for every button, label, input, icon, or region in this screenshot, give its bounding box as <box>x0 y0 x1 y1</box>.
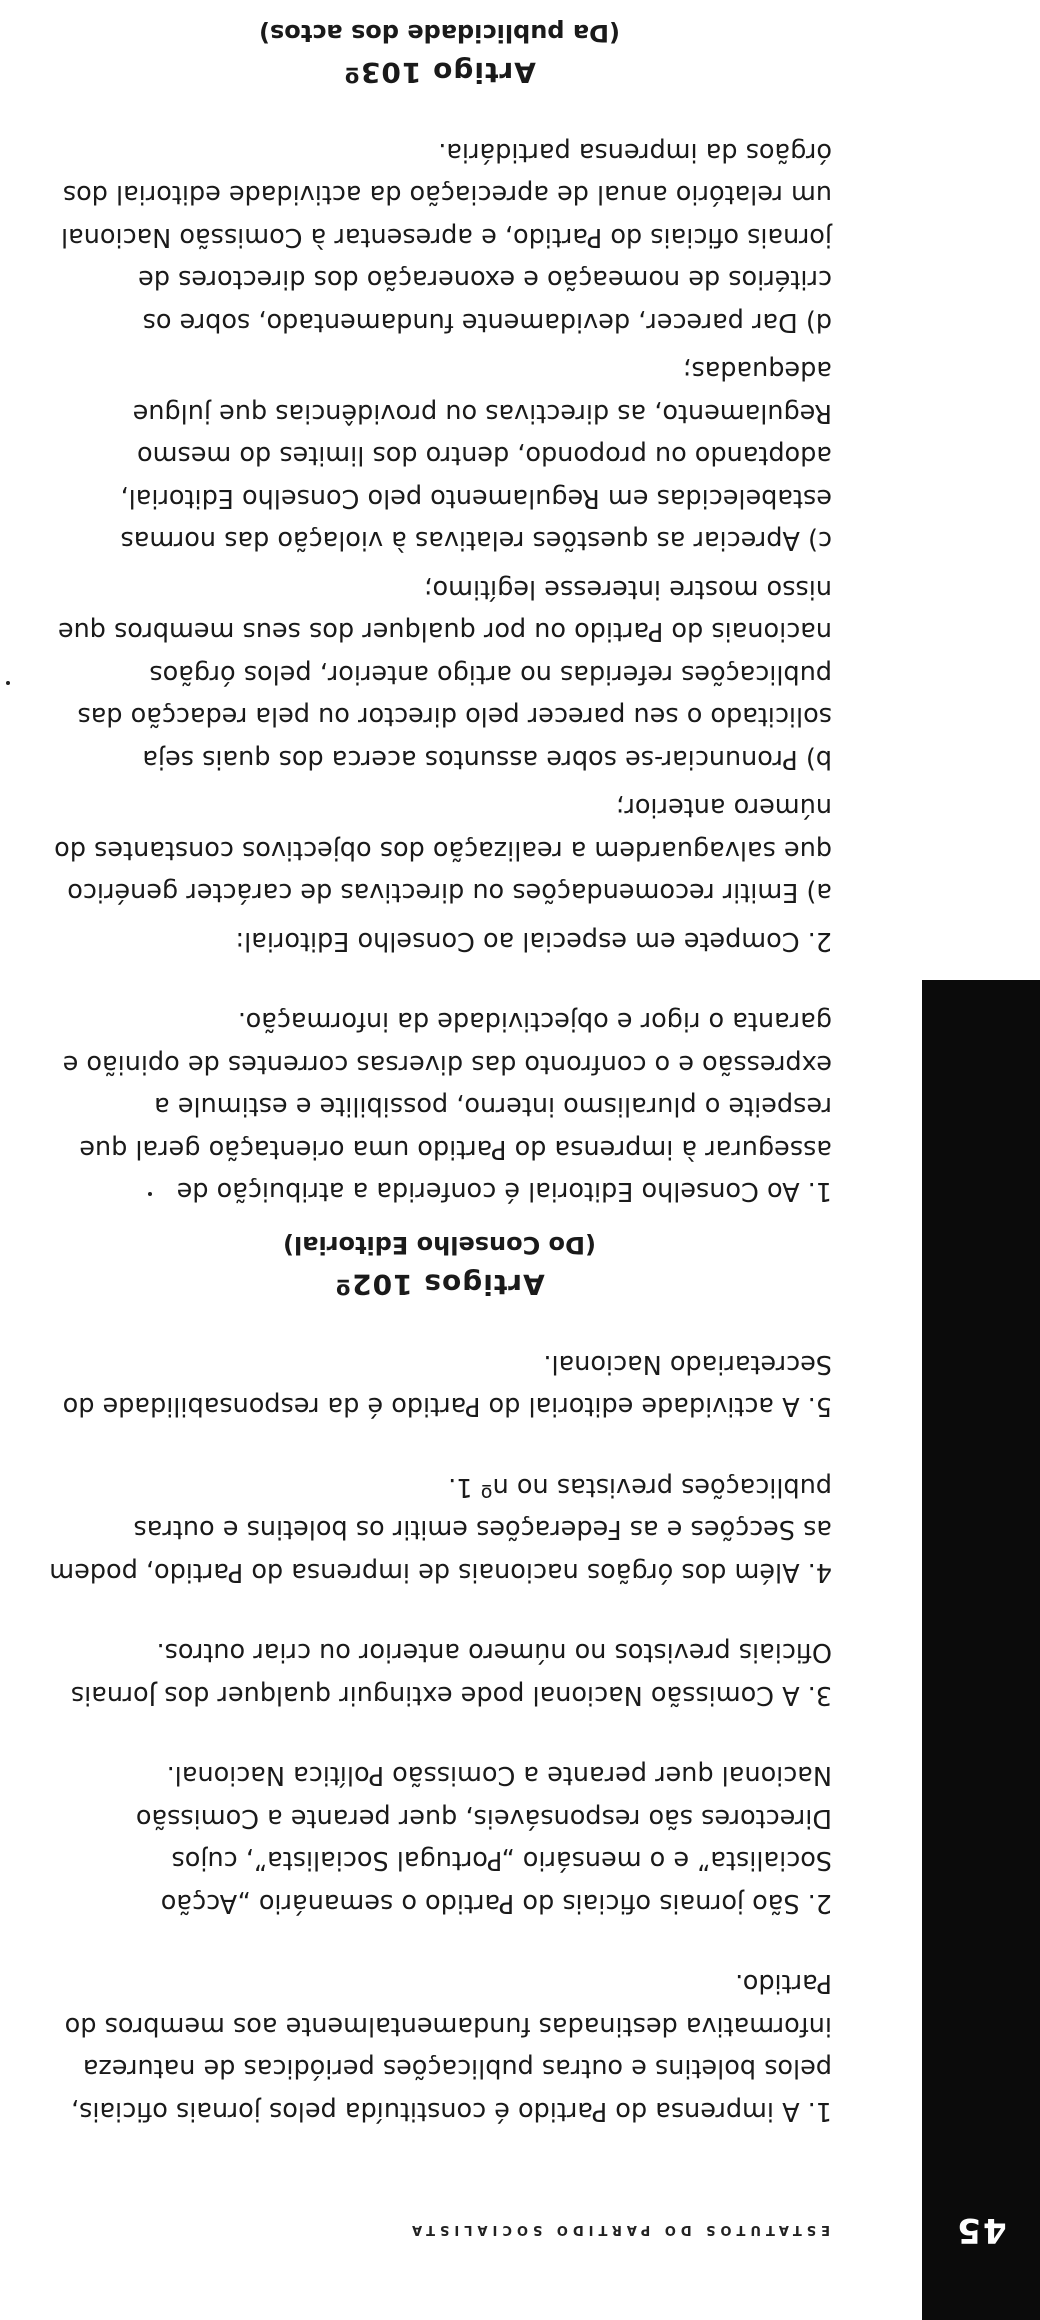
list-item: a) Emitir recomendações ou directivas de carácter genérico que salvaguardem a realização dos objectivos constantes do número anterior; <box>54 792 832 908</box>
body-paragraph: 1. A imprensa do Partido é constituída pelos jornais oficiais, pelos boletins e outras publicações periódicas de natureza informativa destinadas fundamentalmente aos membros do Partido. <box>64 1968 832 2126</box>
article-title: Artigo 103º <box>343 56 536 90</box>
list-item: d) Dar parecer, devidamente fundamentado, sobre os critérios de nomeação e exoneração dos directores de jornais oficiais do Partido, e apresentar à Comissão Nacional um relatório anual de apreciação da actividade editorial dos órgãos da imprensa partidária. <box>61 137 832 337</box>
body-paragraph: 4. Além dos órgãos nacionais de imprensa do Partido, podem as Secções e as Federações emitir os boletins e outras publicações previstas no nº 1. <box>49 1472 832 1587</box>
article-title: Artigos 102º <box>334 1268 545 1302</box>
page-number: 45 <box>955 2210 1007 2250</box>
body-paragraph: 1. Ao Conselho Editorial é conferida a atribuição de assegurar à imprensa do Partido uma orientação geral que respeite o pluralismo interno, possibilite e estimule a expressão e o confronto das diversas correntes de opinião e garanta o rigor e objectividade da informação. <box>62 1006 832 1207</box>
page-tab <box>922 980 1040 2320</box>
running-header: ESTATUTOS DO PARTIDO SOCIALISTA <box>407 2222 830 2237</box>
list-item: c) Apreciar as questões relativas à violação das normas estabelecidas em Regulamento pelo Conselho Editorial, adoptando ou propondo, dentro dos limites do mesmo Regulamento, as directivas ou providências que julgue adequadas; <box>120 355 832 556</box>
body-paragraph: 2. Compete em especial ao Conselho Editorial: <box>235 926 832 956</box>
body-paragraph: 5. A actividade editorial do Partido é da responsabilidade do Secretariado Nacional. <box>62 1349 832 1422</box>
article-subtitle: (Do Conselho Editorial) <box>283 1231 596 1260</box>
body-paragraph: 2. São jornais oficiais do Partido o semanário „Acção Socialista” e o mensário „Portugal Socialista”, cujos Directores são responsáveis, quer perante a Comissão Nacional quer perante a Comissão Política Nacional. <box>135 1760 832 1918</box>
body-paragraph <box>47 0 832 1</box>
page-content <box>47 0 832 2132</box>
body-paragraph: 3. A Comissão Nacional pode extinguir qualquer dos Jornais Oficiais previstos no número anterior ou criar outros. <box>70 1637 832 1710</box>
list-item: b) Pronunciar-se sobre assuntos acerca dos quais seja solicitado o seu parecer pelo director ou pela redacção das publicações referidas no artigo anterior, pelos órgãos nacionais do Partido ou por qualquer dos seus membros que nisso mostre interesse legítimo; <box>57 574 832 774</box>
scan-speck <box>6 681 10 685</box>
article-subtitle: (Da publicidade dos actos) <box>259 19 620 48</box>
